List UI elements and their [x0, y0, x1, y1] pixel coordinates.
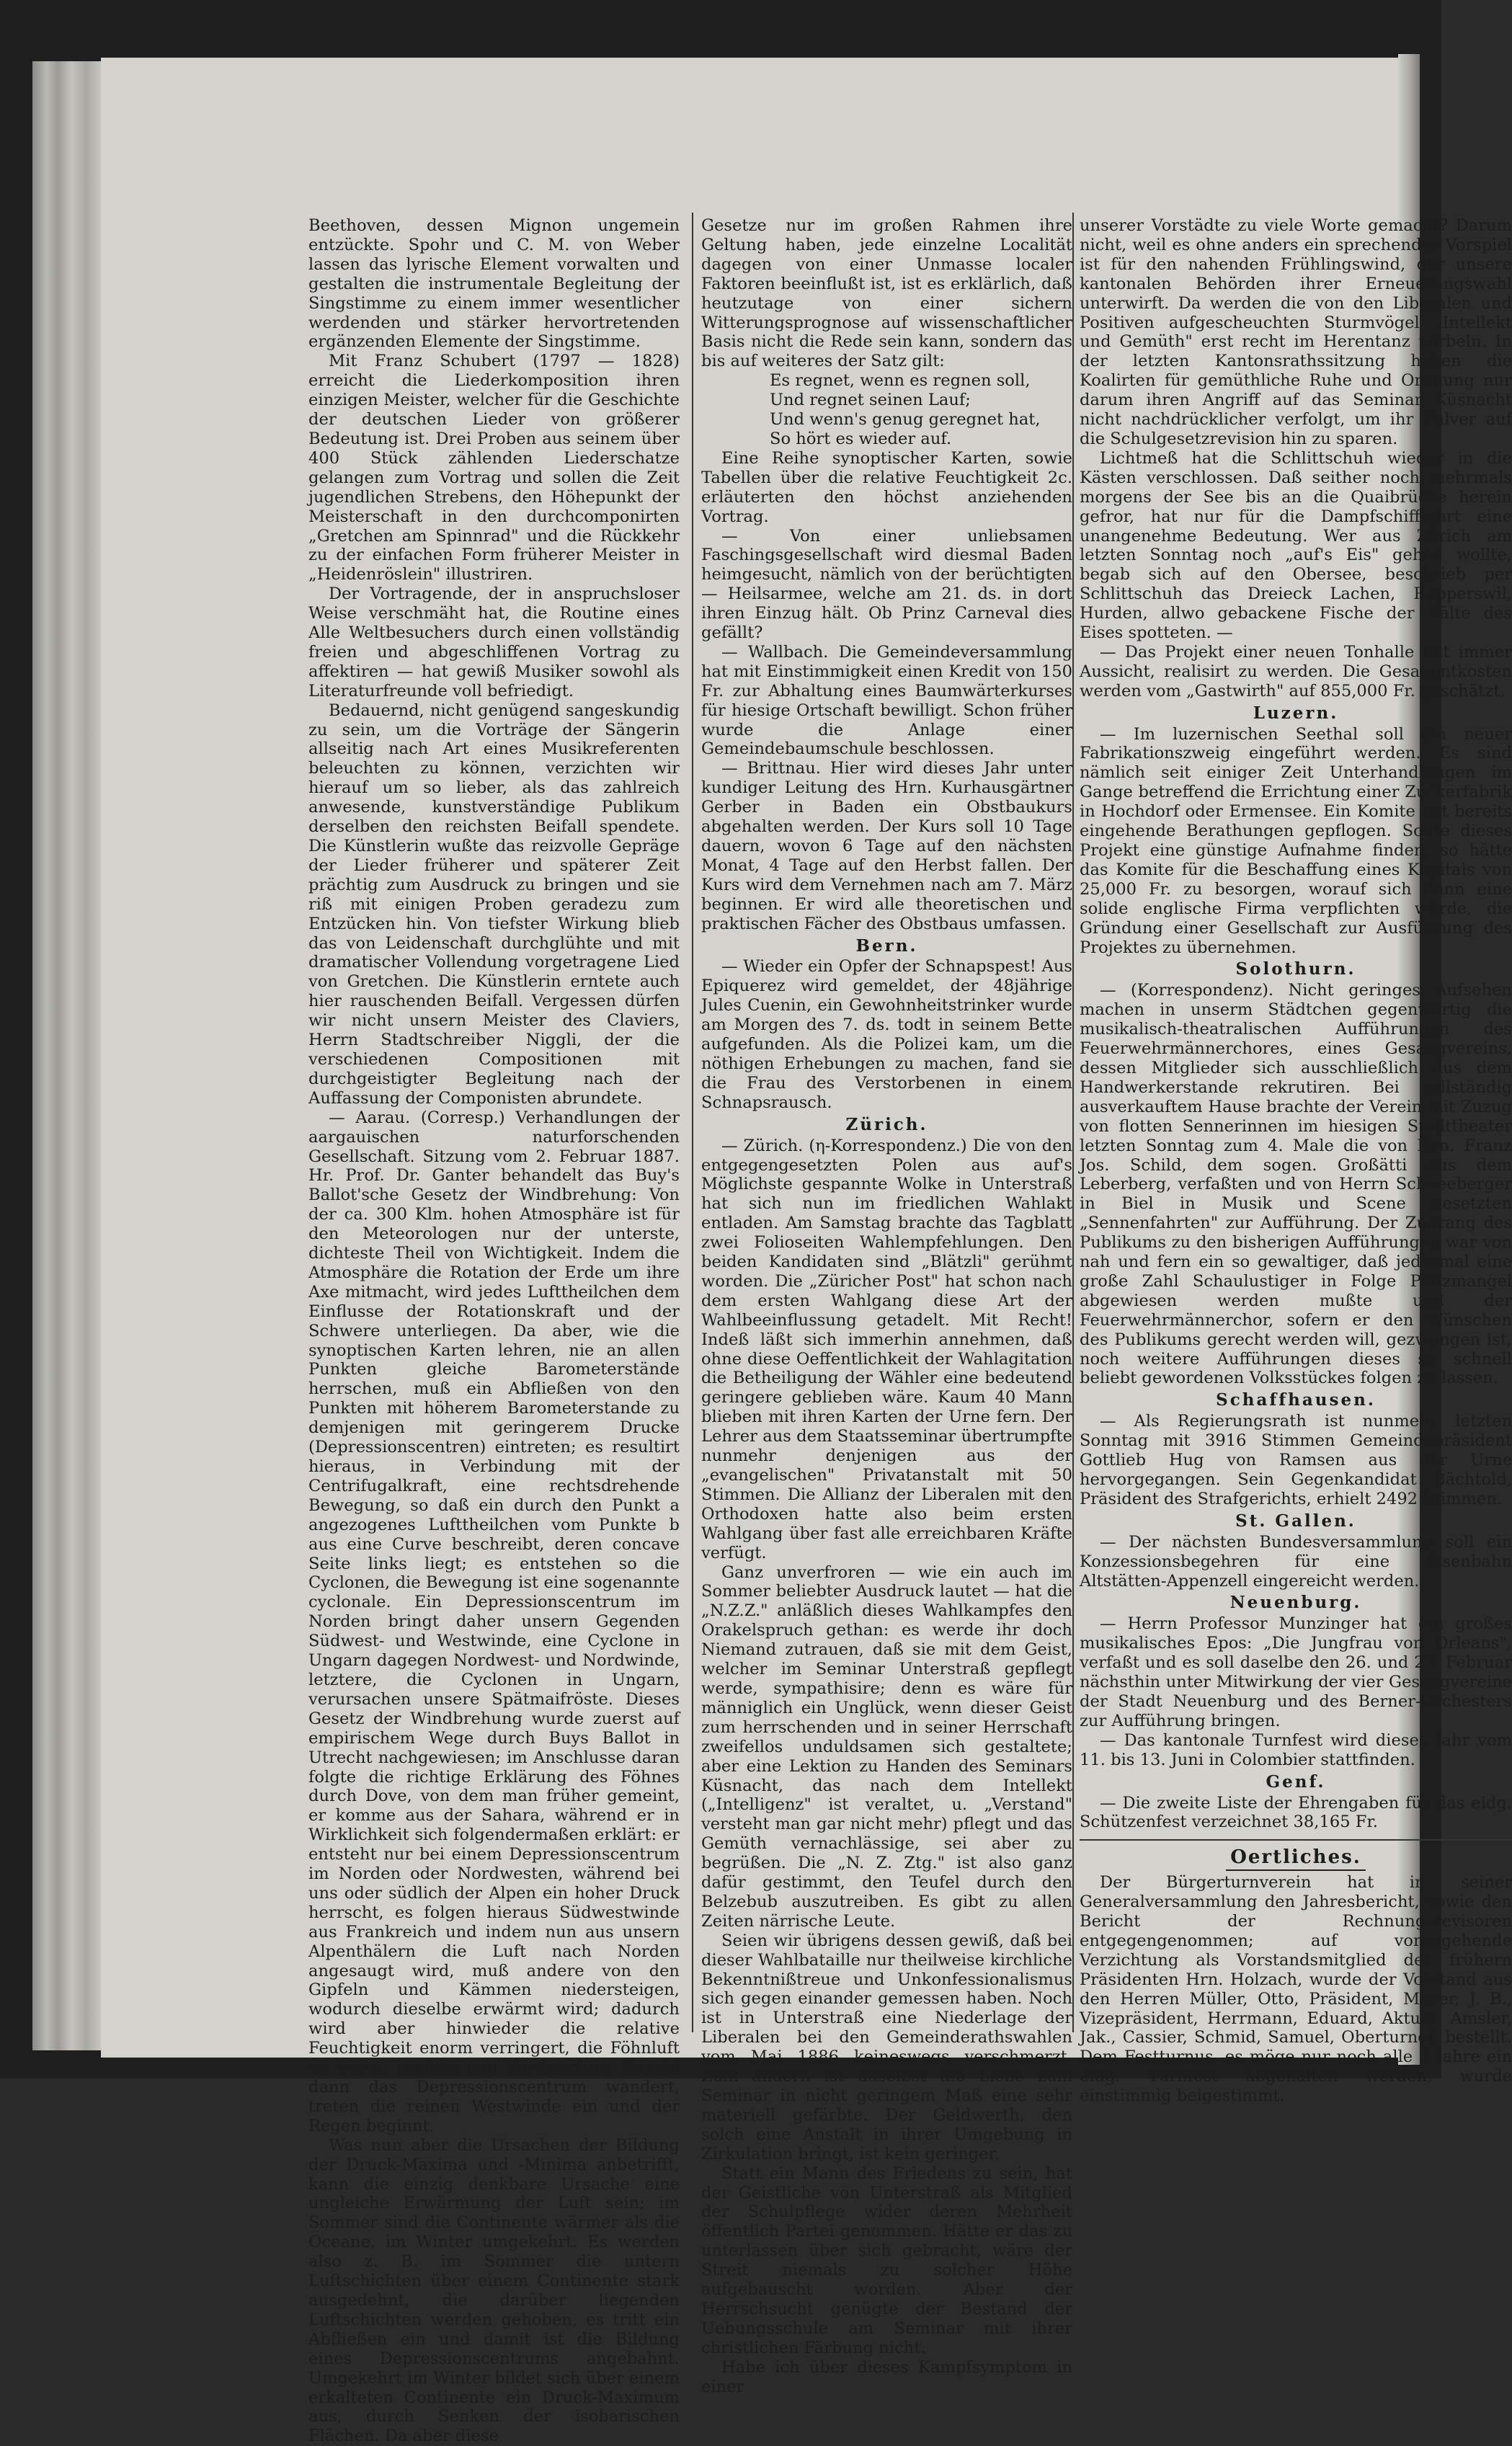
paragraph: — Brittnau. Hier wird dieses Jahr unter kundiger Leitung des Hrn. Kurhausgärtner Gerber in Baden ein Obstbaukurs abgehalten werden. Der Kurs soll 10 Tage dauern, wovon 6 Tage auf den nächsten Monat, 4 Tage auf den Herbst fallen. Der Kurs wird dem Vernehmen nach am 7. März beginnen. Er wird alle theoretischen und praktischen Fächer des Obstbaus umfassen.: [701, 759, 1072, 933]
section-heading-oertliches-text: Oertliches.: [1226, 1846, 1366, 1871]
paragraph: unserer Vorstädte zu viele Worte gemacht? Darum nicht, weil es ohne anders ein sprechendes Vorspiel ist für den nahenden Frühlingswind, der unsere kantonalen Behörden ihrer Erneuerungswahl unterwirft. Da werden die von den Liberalen und Positiven aufgescheuchten Sturmvögel „Intellekt und Gemüth" erst recht im Herentanz wirbeln. In der letzten Kantonsrathssitzung haben die Koalirten für gemüthliche Ruhe und Ordnung nur darum ihren Angriff auf das Seminar Küsnacht nicht nachdrücklicher verfolgt, um ihr Pulver auf die Schulgesetzrevision hin zu sparen.: [1080, 216, 1512, 448]
section-heading-luzern: Luzern.: [1253, 703, 1339, 723]
verse-line: Es regnet, wenn es regnen soll,: [770, 371, 1031, 391]
paragraph: Habe ich über dieses Kampfsymptom in einer: [701, 2357, 1072, 2396]
verse-line: Und wenn's genug geregnet hat,: [770, 410, 1041, 430]
paragraph: Der Bürgerturnverein hat in seiner Generalversammlung den Jahresbericht, sowie den Bericht der Rechnungsrevisoren entgegengenommen; auf vorangehende Verzichtung als Vorstandsmitglied des frühern Präsidenten Hrn. Holzach, wurde der Vorstand aus den Herren Müller, Otto, Präsident, Meyer, J. B., Vizepräsident, Herrmann, Eduard, Aktuar, Amsler, Jak., Cassier, Schmid, Samuel, Oberturner, bestellt. Dem Festturnus, es möge nur noch alle 3 Jahre ein eidg. Turnfest abgehalten werden, wurde einstimmig beigestimmt.: [1080, 1873, 1512, 2106]
section-heading-genf: Genf.: [1266, 1771, 1326, 1792]
column-rule: [692, 213, 693, 2032]
section-heading-bern: Bern.: [855, 935, 918, 956]
paragraph: — Aarau. (Corresp.) Verhandlungen der aargauischen naturforschenden Gesellschaft. Sitzung vom 2. Februar 1887. Hr. Prof. Dr. Ganter behandelt das Buy's Ballot'sche Gesetz der Windbrehung: Von der ca. 300 Klm. hohen Atmosphäre ist für den Meteorologen nur der unterste, dichteste Theil von Wichtigkeit. Indem die Atmosphäre die Rotation der Erde um ihre Axe mitmacht, wird jedes Lufttheilchen dem Einflusse der Rotationskraft und der Schwere unterliegen. Da aber, wie die synoptischen Karten lehren, nie an allen Punkten gleiche Barometerstände herrschen, muß ein Abfließen von den Punkten mit höherem Barometerstande zu demjenigen mit geringerem Drucke (Depressionscentren) eintreten; es resultirt hieraus, in Verbindung mit der Centrifugalkraft, eine rechtsdrehende Bewegung, so daß ein durch den Punkt a angezogenes Lufttheilchen vom Punkte b aus eine Curve beschreibt, deren concave Seite links liegt; es entstehen so die Cyclonen, die Bewegung ist eine sogenannte cyclonale. Ein Depressionscentrum im Norden bringt daher unsern Gegenden Südwest- und Westwinde, eine Cyclone in Ungarn dagegen Nordwest- und Nordwinde, letztere, die Cyclonen in Ungarn, verursachen unsere Spätmaifröste. Dieses Gesetz der Windbrehung wurde zuerst auf empirischem Wege durch Buys Ballot in Utrecht nachgewiesen; im Anschlusse daran folgte die richtige Erklärung des Föhnes durch Dove, von dem man früher gemeint, er komme aus der Sahara, während er in Wirklichkeit sich folgendermaßen erklärt: er entsteht nur bei einem Depressionscentrum im Norden oder Nordwesten, während bei uns oder südlich der Alpen ein hoher Druck herrscht, es folgen hieraus Südwestwinde aus Frankreich und indem nun aus unsern Alpenthälern die Luft nach Norden angesaugt wird, muß andere von den Gipfeln und Kämmen niedersteigen, wodurch dieselbe erwärmt wird; dadurch wird aber hinwieder die relative Feuchtigkeit enorm verringert, die Föhnluft ist warm, trocken und durchsichtig. Sobald dann das Depressionscentrum wandert, treten die reinen Westwinde ein und der Regen beginnt.: [308, 1108, 680, 2135]
paragraph: — Herrn Professor Munzinger hat ein großes musikalisches Epos: „Die Jungfrau von Orleans", verfaßt und es soll daselbe den 26. und 27. Februar nächsthin unter Mitwirkung der vier Gesangvereine der Stadt Neuenburg und des Berner-Orchesters zur Aufführung bringen.: [1080, 1614, 1512, 1730]
paragraph: Mit Franz Schubert (1797 — 1828) erreicht die Liederkomposition ihren einzigen Meister, welcher für die Geschichte der deutschen Lieder von größerer Bedeutung ist. Drei Proben aus seinem über 400 Stück zählenden Liederschatze gelangen zum Vortrag und sollen die Zeit jugendlichen Strebens, den Höhepunkt der Meisterschaft in den durchcomponirten „Gretchen am Spinnrad" und die Rückkehr zu der einfachen Form früherer Meister in „Heidenröslein" illustriren.: [308, 352, 680, 584]
paragraph: — Wieder ein Opfer der Schnapspest! Aus Epiquerez wird gemeldet, der 48jährige Jules Cuenin, ein Gewohnheitstrinker wurde am Morgen des 7. ds. todt in seinem Bette aufgefunden. Als die Polizei kam, um die nöthigen Erhebungen zu machen, fand sie die Frau des Verstorbenen in einem Schnapsrausch.: [701, 957, 1072, 1112]
paragraph: Ganz unverfroren — wie ein auch im Sommer beliebter Ausdruck lautet — hat die „N.Z.Z." anläßlich dieses Wahlkampfes den Orakelspruch gethan: es werde ihr doch Niemand zutrauen, daß sie mit dem Geist, welcher im Seminar Unterstraß gepflegt werde, sympathisire; denn es wäre für männiglich ein Unglück, wenn dieser Geist zum herrschenden und in seiner Herrschaft zweifellos unduldsamen sich gestaltete; aber eine Lektion zu Handen des Seminars Küsnacht, das nach dem Intellekt („Intelligenz" ist veraltet, u. „Verstand" versteht man gar nicht mehr) pflegt und das Gemüth vernachlässige, sei aber zu begrüßen. Die „N. Z. Ztg." ist also ganz dafür gestimmt, den Teufel durch den Belzebub auszutreiben. Es gibt zu allen Zeiten närrische Leute.: [701, 1562, 1072, 1931]
paragraph: Statt ein Mann des Friedens zu sein, hat der Geistliche von Unterstraß als Mitglied der Schulpflege wider deren Mehrheit öffentlich Partei genommen. Hätte er das zu unterlassen über sich gebracht, wäre der Streit niemals zu solcher Höhe aufgebauscht worden. Aber der Herrschsucht genügte der Bestand der Uebungsschule am Seminar mit ihrer christlichen Färbung nicht.: [701, 2163, 1072, 2357]
page-stack-left-edge: [32, 61, 104, 2050]
paragraph: — Die zweite Liste der Ehrengaben für das eidg. Schützenfest verzeichnet 38,165 Fr.: [1080, 1793, 1512, 1832]
section-heading-oertliches: [1080, 1848, 1512, 1867]
paragraph: — Das kantonale Turnfest wird dieses Jahr vom 11. bis 13. Juni in Colombier stattfinden.: [1080, 1730, 1512, 1769]
paragraph: — Zürich. (η-Korrespondenz.) Die von den entgegengesetzten Polen aus auf's Möglichste gespannte Wolke in Unterstraß hat sich nun im friedlichen Wahlakt entladen. Am Samstag brachte das Tagblatt zwei Folioseiten Wahlempfehlungen. Den beiden Kandidaten sind „Blätzli" gerühmt worden. Die „Züricher Post" hat schon nach dem ersten Wahlgang diese Art der Wahlbeeinflussung getadelt. Mit Recht! Indeß läßt sich immerhin annehmen, daß ohne diese Oeffentlichkeit der Wahlagitation die Betheiligung der Wähler eine bedeutend geringere geblieben wäre. Kaum 40 Mann blieben mit ihren Karten der Urne fern. Der Lehrer aus dem Staatsseminar übertrumpfte nunmehr denjenigen aus der „evangelischen" Privatanstalt mit 50 Stimmen. Die Allianz der Liberalen mit den Orthodoxen hatte also beim ersten Wahlgang über fast alle erreichbaren Kräfte verfügt.: [701, 1136, 1072, 1562]
paragraph: — Der nächsten Bundesversammlung soll ein Konzessionsbegehren für eine Eisenbahn Altstätten-Appenzell eingereicht werden.: [1080, 1532, 1512, 1591]
paragraph: — Das Projekt einer neuen Tonhalle hat immer Aussicht, realisirt zu werden. Die Gesammtkosten werden vom „Gastwirth" auf 855,000 Fr. geschätzt.: [1080, 642, 1512, 701]
paragraph: — Wallbach. Die Gemeindeversammlung hat mit Einstimmigkeit einen Kredit von 150 Fr. zur Abhaltung eines Baumwärterkurses für hiesige Ortschaft bewilligt. Schon früher wurde die Anlage einer Gemeindebaumschule beschlossen.: [701, 642, 1072, 759]
paragraph: — Im luzernischen Seethal soll ein neuer Fabrikationszweig eingeführt werden. Es sind nämlich seit einiger Zeit Unterhandlungen im Gange betreffend die Errichtung einer Zuckerfabrik in Hochdorf oder Ermensee. Ein Komite hat bereits eingehende Berathungen gepflogen. Sollte dieses Projekt eine günstige Aufnahme finden, so hätte das Komite für die Beschaffung eines Kapitals von 25,000 Fr. zu besorgen, worauf sich dann eine solide englische Firma verpflichten würde, die Gründung einer Gesellschaft zur Ausführung des Projektes zu übernehmen.: [1080, 724, 1512, 957]
section-heading-zurich: Zürich.: [845, 1114, 928, 1134]
paragraph: Lichtmeß hat die Schlittschuh wieder in die Kästen verschlossen. Daß seither noch mehrmals morgens der See bis an die Quaibrücke herein gefror, hat nur für die Dampfschifffahrt eine unangenehme Bedeutung. Wer aus Zürich am letzten Sonntag noch „auf's Eis" gehen wollte, begab sich auf den Obersee, beschrieb per Schlittschuh das Dreieck Lachen, Rapperswil, Hurden, allwo gebackene Fische der Kälte des Eises spotteten. —: [1080, 448, 1512, 643]
section-heading-st-gallen: St. Gallen.: [1235, 1511, 1356, 1531]
paragraph: Beethoven, dessen Mignon ungemein entzückte. Spohr und C. M. von Weber lassen das lyrische Element vorwalten und gestalten die instrumentale Begleitung der Singstimme zu einem immer wesentlicher werdenden und stärker hervortretenden ergänzenden Elemente der Singstimme.: [308, 216, 680, 352]
paragraph: — (Korrespondenz). Nicht geringes Aufsehen machen in unserm Städtchen gegenwärtig die musikalisch-theatralischen Aufführungen des Feuerwehrmännerchores, eines Gesangvereins, dessen Mitglieder sich ausschließlich aus dem Handwerkerstande rekrutiren. Bei vollständig ausverkauftem Hause brachte der Verein mit Zuzug von flotten Sennerinnen im hiesigen Stadttheater letzten Sonntag zum 4. Male die von Hrn. Franz Jos. Schild, dem sogen. Großätti aus dem Leberberg, verfaßten und von Herrn Schneeberger in Biel in Musik und Scene gesetzten „Sennenfahrten" zur Aufführung. Der Zudrang des Publikums zu den bisherigen Aufführungen war von nah und fern ein so gewaltiger, daß jedesmal eine große Zahl Schaulustiger in Folge Platzmangel abgewiesen werden mußte und der Feuerwehrmännerchor, sofern er den Wünschen des Publikums gerecht werden will, gezwungen ist, noch weitere Aufführungen dieses so schnell beliebt gewordenen Volksstückes folgen zu lassen.: [1080, 981, 1512, 1388]
paragraph: — Als Regierungsrath ist nunmehr letzten Sonntag mit 3916 Stimmen Gemeindepräsident Gottlieb Hug von Ramsen aus der Urne hervorgegangen. Sein Gegenkandidat Bächtold, Präsident des Strafgerichts, erhielt 2492 Stimmen.: [1080, 1412, 1512, 1508]
column-middle: [701, 216, 1072, 2397]
column-right: [1080, 216, 1512, 2106]
column-rule: [1072, 213, 1074, 2032]
paragraph: Der Vortragende, der in anspruchsloser Weise verschmäht hat, die Routine eines Alle Weltbesuchers durch einen vollständig freien und abgeschliffenen Vortrag zu affektiren — hat gewiß Musiker sowohl als Literaturfreunde voll befriedigt.: [308, 584, 680, 701]
column-left: [308, 216, 680, 2446]
paragraph: Seien wir übrigens dessen gewiß, daß bei dieser Wahlbataille nur theilweise kirchliche Bekenntnißtreue und Unkonfessionalismus sich gegen einander gemessen haben. Noch ist in Unterstraß eine Niederlage der Liberalen bei den Gemeinderathswahlen vom Mai 1886 keineswegs verschmerzt. Zum andern ist daselbst die Liebe zum Seminar in nicht geringem Maß eine sehr materiell gefärbte. Der Geldwerth, den solch eine Anstalt in ihrer Umgebung in Zirkulation bringt, ist kein geringer.: [701, 1931, 1072, 2163]
paragraph: — Von einer unliebsamen Faschingsgesellschaft wird diesmal Baden heimgesucht, nämlich von der berüchtigten — Heilsarmee, welche am 21. ds. in dort ihren Einzug hält. Ob Prinz Carneval dies gefällt?: [701, 526, 1072, 643]
section-divider: [1080, 1839, 1512, 1841]
verse-line: Und regnet seinen Lauf;: [770, 391, 971, 410]
verse-line: So hört es wieder auf.: [770, 429, 952, 448]
section-heading-schaffhausen: Schaffhausen.: [1216, 1390, 1376, 1410]
paragraph: Bedauernd, nicht genügend sangeskundig zu sein, um die Vorträge der Sängerin allseitig nach Art eines Musikreferenten beleuchten zu können, verzichten wir hierauf um so lieber, als das zahlreich anwesende, kunstverständige Publikum derselben den reichsten Beifall spendete. Die Künstlerin wußte das reizvolle Gepräge der Lieder früherer und späterer Zeit prächtig zum Ausdruck zu bringen und sie riß mit einigen Proben geradezu zum Entzücken hin. Von tiefster Wirkung blieb das von Leidenschaft durchglühte und mit dramatischer Vollendung vorgetragene Lied von Gretchen. Die Künstlerin erntete auch hier rauschenden Beifall. Vergessen dürfen wir nicht unsern Meister des Claviers, Herrn Stadtschreiber Niggli, der die verschiedenen Compositionen mit durchgeistigter Begleitung nach der Auffassung der Componisten abrundete.: [308, 701, 680, 1108]
section-heading-neuenburg: Neuenburg.: [1229, 1593, 1362, 1613]
newspaper-page: [101, 58, 1512, 2446]
paragraph: Was nun aber die Ursachen der Bildung der Druck-Maxima und -Minima anbetrifft, kann die einzig denkbare Ursache eine ungleiche Erwärmung der Luft sein; im Sommer sind die Continente wärmer als die Oceane, im Winter umgekehrt. Es werden also z. B. im Sommer die untern Luftschichten über einem Continente stark ausgedehnt, die darüber liegenden Luftschichten werden gehoben, es tritt ein Abfließen ein und damit ist die Bildung eines Depressionscentrums angebahnt. Umgekehrt im Winter bildet sich über einem erkalteten Continente ein Druck-Maximum aus, durch Senken der isobarischen Flächen. Da aber diese: [308, 2135, 680, 2446]
paragraph: Eine Reihe synoptischer Karten, sowie Tabellen über die relative Feuchtigkeit 2c. erläuterten den höchst anziehenden Vortrag.: [701, 448, 1072, 526]
section-heading-solothurn: Solothurn.: [1235, 959, 1356, 979]
paragraph: Gesetze nur im großen Rahmen ihre Geltung haben, jede einzelne Localität dagegen von einer Unmasse localer Faktoren beeinflußt ist, ist es erklärlich, daß heutzutage von einer sichern Witterungsprognose auf wissenschaftlicher Basis nicht die Rede sein kann, sondern das bis auf weiteres der Satz gilt:: [701, 216, 1072, 371]
